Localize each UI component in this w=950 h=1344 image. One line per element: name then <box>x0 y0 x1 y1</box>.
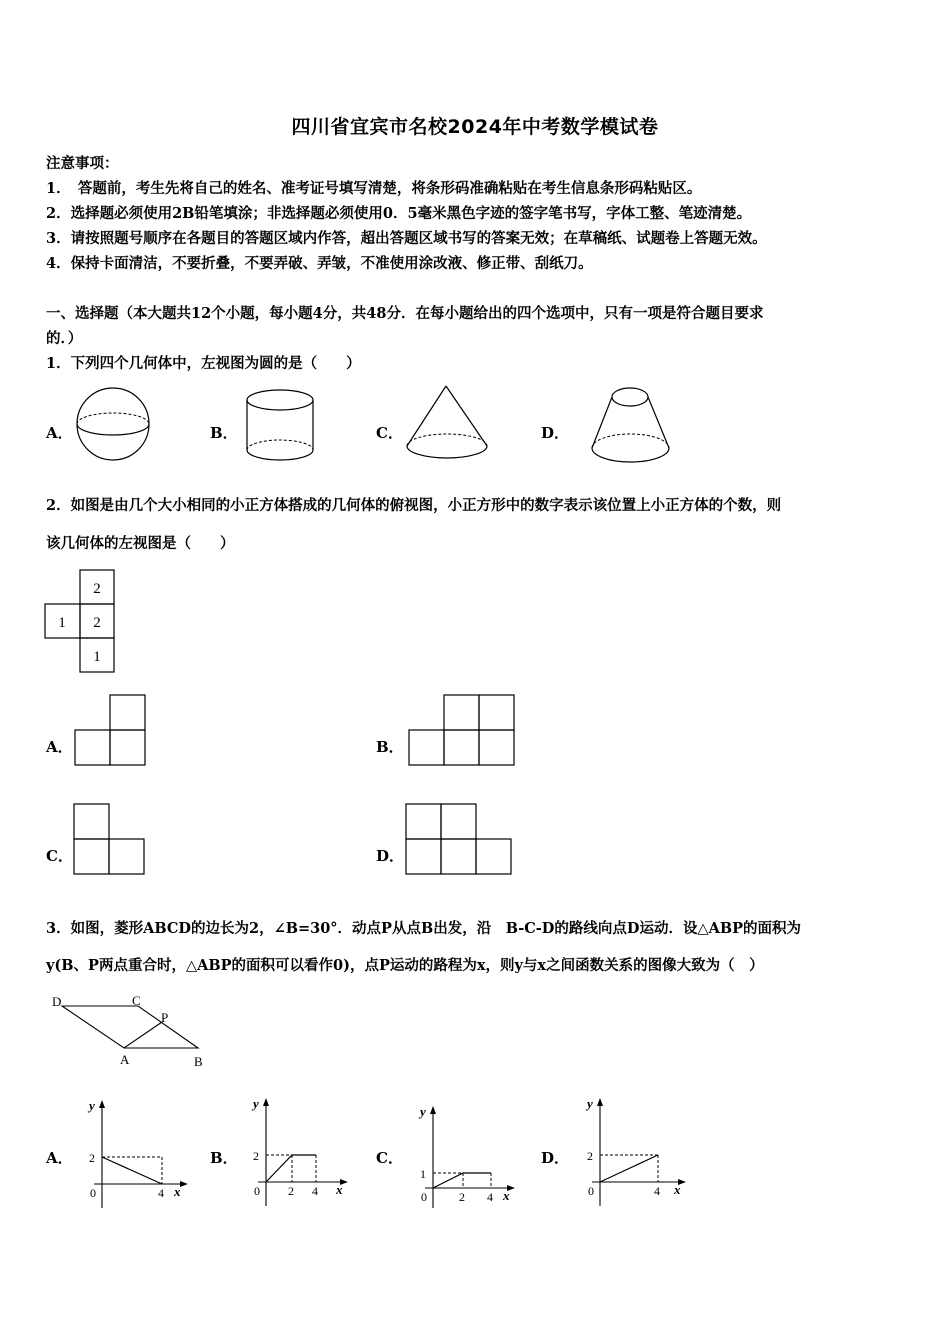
tick-y-2: 2 <box>253 1149 259 1163</box>
q3-option-a-graph <box>84 1096 194 1212</box>
x-axis-label: x <box>336 1182 343 1197</box>
q2-option-b-label: B． <box>376 738 404 756</box>
tick-y-2: 2 <box>587 1149 593 1163</box>
tick-x-4: 4 <box>158 1186 164 1200</box>
q1-cylinder-figure <box>246 388 316 464</box>
notice-item-2: 2．选择题必须使用2B铅笔填涂；非选择题必须使用0．5毫米黑色字迹的签字笔书写，字体工整、笔迹清楚。 <box>46 205 752 222</box>
q3-option-b-label: B． <box>210 1149 238 1167</box>
q2-stem-line1: 2．如图是由几个大小相同的小正方体搭成的几何体的俯视图，小正方形中的数字表示该位置上小正方体的个数，则 <box>46 497 782 514</box>
q3-option-d-label: D． <box>541 1149 570 1167</box>
tick-x-4: 4 <box>487 1190 493 1204</box>
q1-option-a-label: A． <box>46 424 73 442</box>
q2-option-a-label: A． <box>46 738 73 756</box>
q2-option-c-label: C． <box>46 847 73 865</box>
q3-option-a-label: A． <box>46 1149 73 1167</box>
y-axis-label: y <box>253 1096 259 1111</box>
q3-option-c-graph <box>415 1102 525 1212</box>
grid-cell-bottom: 1 <box>93 649 101 665</box>
q3-stem-line2: y(B、P两点重合时，△ABP的面积可以看作0)，点P运动的路程为x，则y与x之间函数关系的图像大致为（ ） <box>46 957 764 974</box>
section-heading-line2: 的．） <box>46 330 83 347</box>
tick-x-2: 2 <box>288 1184 294 1198</box>
x-axis-label: x <box>174 1184 181 1199</box>
page-title: 四川省宜宾市名校2024年中考数学模试卷 <box>291 116 659 138</box>
q2-option-d-figure <box>405 803 515 877</box>
q1-stem: 1．下列四个几何体中，左视图为圆的是（ ） <box>46 355 361 372</box>
grid-cell-mid: 2 <box>93 615 101 631</box>
x-axis-label: x <box>674 1182 681 1197</box>
q1-frustum-figure <box>588 384 674 468</box>
notice-item-1: 1． 答题前，考生先将自己的姓名、准考证号填写清楚，将条形码准确粘贴在考生信息条形码粘贴区。 <box>46 180 702 197</box>
grid-cell-mid-left: 1 <box>58 615 66 631</box>
q1-cone-figure <box>404 384 494 464</box>
origin-label: 0 <box>90 1186 96 1200</box>
grid-cell-top: 2 <box>93 581 101 597</box>
tick-x-4: 4 <box>312 1184 318 1198</box>
q2-top-view-grid <box>44 569 118 677</box>
q3-option-d-graph <box>582 1094 692 1210</box>
q1-option-d-label: D． <box>541 424 570 442</box>
notice-item-3: 3．请按照题号顺序在各题目的答题区域内作答，超出答题区域书写的答案无效；在草稿纸、试题卷上答题无效。 <box>46 230 767 247</box>
y-axis-label: y <box>89 1098 95 1113</box>
q3-stem-line1: 3．如图，菱形ABCD的边长为2，∠B=30°．动点P从点B出发，沿 B-C-D的路线向点D运动．设△ABP的面积为 <box>46 920 802 937</box>
vertex-d-label: D <box>52 994 62 1009</box>
q1-option-b-label: B． <box>210 424 238 442</box>
q3-rhombus-figure <box>48 992 218 1072</box>
tick-x-2: 2 <box>459 1190 465 1204</box>
origin-label: 0 <box>588 1184 594 1198</box>
origin-label: 0 <box>254 1184 260 1198</box>
origin-label: 0 <box>421 1190 427 1204</box>
vertex-b-label: B <box>194 1054 203 1069</box>
q1-option-c-label: C． <box>376 424 403 442</box>
q2-option-a-figure <box>74 694 148 768</box>
point-p-label: P <box>161 1010 169 1025</box>
y-axis-label: y <box>587 1096 593 1111</box>
q2-option-c-figure <box>73 803 147 877</box>
tick-x-4: 4 <box>654 1184 660 1198</box>
x-axis-label: x <box>503 1188 510 1203</box>
vertex-a-label: A <box>120 1052 130 1067</box>
tick-y-1: 1 <box>420 1167 426 1181</box>
tick-y-2: 2 <box>89 1151 95 1165</box>
q2-option-b-figure <box>408 694 518 768</box>
section-heading-line1: 一、选择题（本大题共12个小题，每小题4分，共48分．在每小题给出的四个选项中，只有一项是符合题目要求 <box>46 305 764 322</box>
vertex-c-label: C <box>132 993 141 1008</box>
notice-heading: 注意事项： <box>46 155 119 172</box>
q2-option-d-label: D． <box>376 847 405 865</box>
notice-item-4: 4．保持卡面清洁，不要折叠，不要弄破、弄皱，不准使用涂改液、修正带、刮纸刀。 <box>46 255 593 272</box>
q1-sphere-figure <box>74 386 154 466</box>
q3-option-b-graph <box>248 1094 358 1210</box>
y-axis-label: y <box>420 1104 426 1119</box>
q3-option-c-label: C． <box>376 1149 403 1167</box>
q2-stem-line2: 该几何体的左视图是（ ） <box>46 535 235 552</box>
